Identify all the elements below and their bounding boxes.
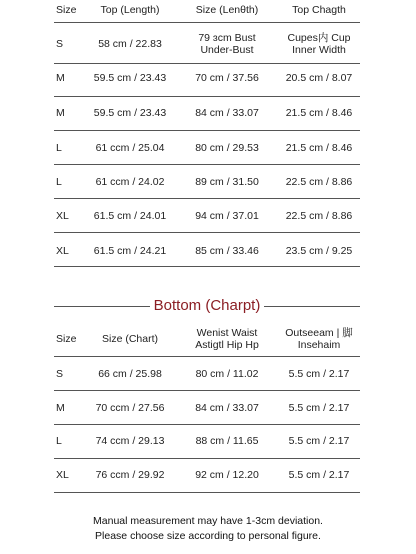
bust-cell: 80 cm / 29.53 (195, 142, 259, 154)
cup-cell: 23.5 cm / 9.25 (285, 245, 353, 257)
table-row (0, 175, 416, 189)
size-label: S (56, 38, 64, 50)
hip-header: Astigtl Hip Hp (195, 339, 259, 351)
row-divider (54, 458, 360, 459)
bust-cell: 89 cm / 31.50 (195, 176, 259, 188)
row-divider (54, 492, 360, 493)
bust-cell: 70 cm / 37.56 (195, 72, 259, 84)
top-table-divider (54, 22, 360, 23)
row-divider (54, 164, 360, 165)
measurement-note-line2: Please choose size according to personal figure. (95, 530, 321, 542)
row-divider (54, 130, 360, 131)
top-header-chagth: Top Chagth (292, 4, 346, 16)
top-length-cell: 61 ccm / 24.02 (95, 176, 165, 188)
bust-cell: 94 cm / 37.01 (195, 210, 259, 222)
size-label: S (56, 368, 64, 380)
section-title-container (54, 296, 360, 316)
table-row (0, 434, 416, 448)
bottom-table-header (0, 326, 416, 352)
size-label: XL (56, 469, 69, 481)
chart-cell: 76 ccm / 29.92 (95, 469, 165, 481)
top-length-cell: 61 ccm / 25.04 (95, 142, 165, 154)
cup-cell: 21.5 cm / 8.46 (285, 107, 353, 119)
size-label: L (56, 435, 62, 447)
waist-hip-cell: 80 cm / 11.02 (195, 368, 259, 380)
waist-header: Wenist Waist (196, 327, 258, 339)
top-length-cell: 59.5 cm / 23.43 (93, 72, 167, 84)
bottom-section-heading (54, 296, 360, 316)
table-row (0, 367, 416, 381)
size-label: L (56, 142, 62, 154)
size-label: XL (56, 245, 69, 257)
cup-cell-line1: Cupes内 Cup (287, 32, 351, 44)
cup-cell: 21.5 cm / 8.46 (285, 142, 353, 154)
waist-hip-cell: 92 cm / 12.20 (195, 469, 259, 481)
outseam-cell: 5.5 cm / 2.17 (288, 368, 350, 380)
size-label: M (56, 402, 65, 414)
table-row (0, 29, 416, 59)
measurement-note-line1: Manual measurement may have 1-3cm deviation. (93, 515, 323, 527)
cup-cell: 22.5 cm / 8.86 (285, 210, 353, 222)
top-length-cell: 59.5 cm / 23.43 (93, 107, 167, 119)
row-divider (54, 63, 360, 64)
cup-cell: 20.5 cm / 8.07 (285, 72, 353, 84)
size-label: L (56, 176, 62, 188)
row-divider (54, 198, 360, 199)
row-divider (54, 424, 360, 425)
outseam-cell: 5.5 cm / 2.17 (288, 469, 350, 481)
top-header-size: Size (56, 4, 77, 16)
table-row (0, 244, 416, 258)
top-length-cell: 61.5 cm / 24.01 (93, 210, 167, 222)
bust-cell: 84 cm / 33.07 (195, 107, 259, 119)
outseam-header: Outseeam | 脚 (285, 327, 353, 339)
bust-cell: 85 cm / 33.46 (195, 245, 259, 257)
outseam-cell: 5.5 cm / 2.17 (288, 402, 350, 414)
size-label: XL (56, 210, 69, 222)
bottom-table-divider (54, 356, 360, 357)
row-divider (54, 266, 360, 267)
bottom-header-chart: Size (Chart) (101, 333, 158, 345)
top-length-cell: 61.5 cm / 24.21 (93, 245, 167, 257)
bottom-header-outseam (276, 327, 362, 351)
outseam-cell: 5.5 cm / 2.17 (288, 435, 350, 447)
table-row (0, 71, 416, 85)
inseam-header: Insehaim (297, 339, 341, 351)
bottom-header-waist-hip (180, 327, 274, 351)
bottom-header-size: Size (56, 333, 77, 345)
table-row (0, 209, 416, 223)
row-divider (54, 96, 360, 97)
top-header-size-length: Size (Lenθth) (195, 4, 259, 16)
top-length-cell: 58 cm / 22.83 (98, 38, 162, 50)
table-row (0, 401, 416, 415)
chart-cell: 70 ccm / 27.56 (95, 402, 165, 414)
row-divider (54, 232, 360, 233)
cup-cell (276, 32, 362, 56)
top-table-header (0, 3, 416, 17)
bust-cell-line1: 79 ɜcm Bust (198, 32, 256, 44)
waist-hip-cell: 88 cm / 11.65 (195, 435, 259, 447)
chart-cell: 74 ccm / 29.13 (95, 435, 165, 447)
waist-hip-cell: 84 cm / 33.07 (195, 402, 259, 414)
table-row (0, 106, 416, 120)
table-row (0, 468, 416, 482)
table-row (0, 141, 416, 155)
chart-cell: 66 cm / 25.98 (98, 368, 162, 380)
size-label: M (56, 72, 65, 84)
cup-cell-line2: Inner Width (292, 44, 346, 56)
cup-cell: 22.5 cm / 8.86 (285, 176, 353, 188)
bust-cell-line2: Under-Bust (200, 44, 254, 56)
bust-cell (180, 32, 274, 56)
row-divider (54, 390, 360, 391)
size-label: M (56, 107, 65, 119)
top-header-length: Top (Length) (100, 4, 160, 16)
section-title: Bottom (Charpt) (150, 297, 265, 314)
